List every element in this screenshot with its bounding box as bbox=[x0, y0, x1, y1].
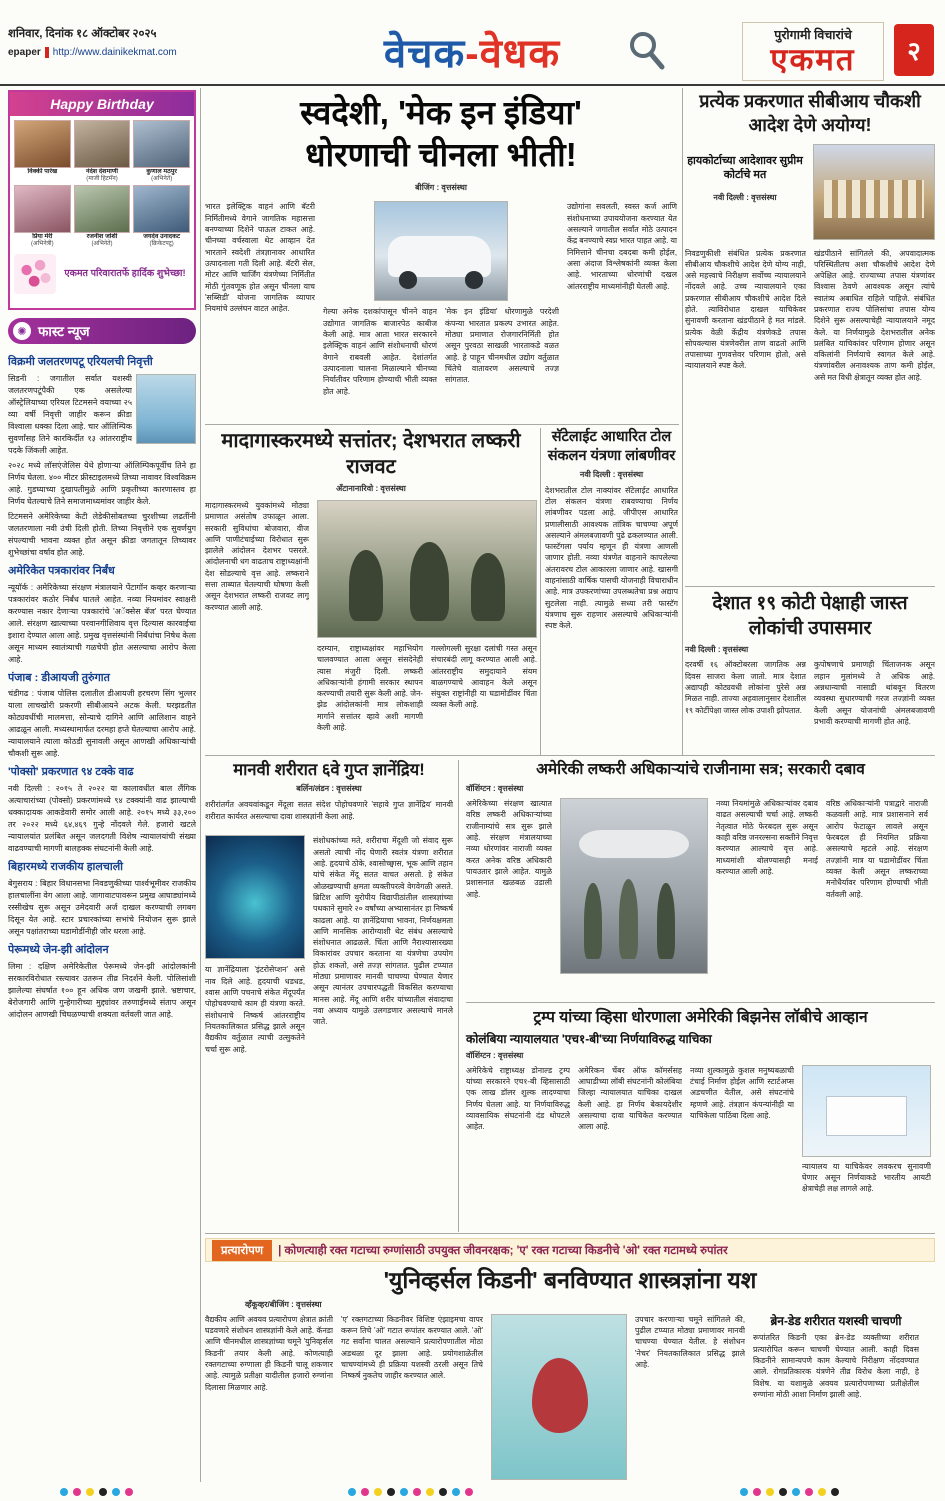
fast-news-paragraph: बेगुसराय : बिहार विधानसभा निवडणुकीच्या पार्श्वभूमीवर राजकीय हालचालींना वेग आला आहे. जागावाटपावरून प्रमुख आघाड्यांमध्ये रस्सीखेच सुरू असून उमेदवारी अर्ज दाखल करण्याची लगबग दिसून येत आहे. स्टार प्रचारकांच्या सभांचे नियोजन सुरू झाले असून पक्षांतराच्या घडामोडींनीही जोर धरला आहे. bbox=[8, 878, 196, 936]
article-byline: वॉशिंग्टन : वृत्तसंस्था bbox=[466, 784, 524, 794]
article-column: वरिष्ठ अधिकाऱ्यांनी पत्राद्वारे नाराजी कळवली आहे. मात्र प्रशासनाने सर्व आरोप फेटाळून लावले असून फेरबदल ही नियमित प्रक्रिया असल्याचे म्हटले आहे. संरक्षण तज्ज्ञांनी मात्र या घडामोडींवर चिंता व्यक्त केली असून लष्कराच्या मनोधैर्यावर परिणाम होण्याची भीती वर्तवली आहे. bbox=[826, 799, 928, 899]
banner-text: | कोणत्याही रक्त गटाच्या रुग्णांसाठी उपयुक्त जीवनरक्षक; 'ए' रक्त गटाच्या किडनीचे 'ओ' रक्त गटामध्ये रुपांतर bbox=[278, 1244, 728, 1257]
epaper-url[interactable]: http://www.dainikekmat.com bbox=[52, 47, 177, 58]
epaper-row bbox=[8, 47, 177, 58]
color-dot bbox=[73, 1488, 81, 1496]
registration-dots-center bbox=[348, 1488, 473, 1496]
color-dot bbox=[400, 1488, 408, 1496]
birthday-person-role: (अभिनेते) bbox=[91, 240, 113, 247]
page-number: २ bbox=[894, 24, 934, 76]
color-dot bbox=[792, 1488, 800, 1496]
date-line: शनिवार, दिनांक १८ ऑक्टोबर २०२५ bbox=[8, 28, 157, 40]
article-column: वैद्यकीय आणि अवयव प्रत्यारोपण क्षेत्रात क्रांती घडवणारे संशोधन शास्त्रज्ञांनी केले आहे. कॅनडा आणि चीनमधील शास्त्रज्ञांच्या चमूने 'युनिव्हर्सल किडनी' तयार केली आहे. कोणत्याही रक्तगटाच्या रुग्णाला ही किडनी चालू शकणार आहे. त्यामुळे प्रतीक्षा यादीतील हजारो रुग्णांना दिलासा मिळणार आहे. bbox=[205, 1314, 333, 1392]
article-swadeshi bbox=[205, 92, 677, 409]
article-byline: व्हँकूव्हर/बीजिंग : वृत्तसंस्था bbox=[245, 1299, 322, 1309]
masthead bbox=[322, 24, 622, 79]
birthday-photo bbox=[74, 185, 131, 233]
fast-news-paragraph: २०२८ मध्ये लॉसएंजेलिस येथे होणाऱ्या ऑलिम्पिकपूर्वीच तिने हा निर्णय घेतला. ४०० मीटर फ्रीस्टाइलमध्ये तिच्या नावावर विश्वविक्रम आहे. गुडघ्याच्या दुखापतीमुळे आणि प्रकृतीच्या कारणास्तव हा निर्णय घेतल्याचे तिने समाजमाध्यमांवर जाहीर केले. bbox=[8, 460, 196, 506]
color-dot bbox=[374, 1488, 382, 1496]
color-dot bbox=[387, 1488, 395, 1496]
fast-news-icon: ✺ bbox=[13, 322, 31, 340]
color-dot bbox=[60, 1488, 68, 1496]
article-byline: वॉशिंग्टन : वृत्तसंस्था bbox=[466, 1050, 524, 1060]
color-dot bbox=[753, 1488, 761, 1496]
article-column: मादागास्करमध्ये युवकांमध्ये मोठ्या प्रमाणात असंतोष उफाळून आला. सरकारी सुविधांचा बोजवारा, वीज आणि पाणीटंचाईच्या विरोधात सुरू झालेले आंदोलन देशभर पसरले. आंदोलनाची धग वाढताच राष्ट्राध्यक्षांनी देश सोडल्याचे वृत्त आहे. लष्कराने सत्ता ताब्यात घेतल्याची घोषणा केली असून देशभरात लष्करी राजवट लागू करण्यात आली आहे. bbox=[205, 501, 309, 612]
article-column: गल्लोगल्ली सुरक्षा दलांची गस्त असून संचारबंदी लागू करण्यात आली आहे. आंतरराष्ट्रीय समुदायाने संयम बाळगण्याचे आवाहन केले असून संयुक्त राष्ट्रांनीही या घडामोडींवर चिंता व्यक्त केली आहे. bbox=[431, 644, 537, 710]
swimmer-photo bbox=[136, 374, 196, 444]
article-column: गेल्या अनेक दशकांपासून चीनने वाहन उद्योगात जागतिक बाजारपेठ काबीज केली आहे. मात्र आता भारत सरकारने इलेक्ट्रिक वाहनं आणि संशोधनाची धोरणं वेगाने राबवली आहेत. देशांतर्गत उत्पादनाला चालना मिळाल्याने चीनच्या निर्यातीवर परिणाम होण्याची भीती व्यक्त होत आहे. bbox=[323, 307, 437, 396]
article-headline: धोरणाची चीनला भीती! bbox=[305, 136, 577, 174]
officer-shape bbox=[619, 879, 638, 959]
epaper-separator bbox=[45, 47, 49, 58]
fast-news-item bbox=[8, 672, 196, 761]
birthday-person-name: नंदेश देशमाणी bbox=[85, 168, 119, 175]
soldier-shape bbox=[349, 550, 384, 621]
search-icon bbox=[628, 30, 666, 70]
article-byline: बीजिंग : वृत्तसंस्था bbox=[415, 183, 467, 193]
article-kidney bbox=[205, 1266, 935, 1480]
article-column: उद्योगांना सवलती, स्वस्त कर्ज आणि संशोधनाच्या उपाययोजना करण्यात येत असल्याने जगातील सर्वांत मोठे उत्पादन केंद्र बनण्याचे स्वप्न भारत पाहत आहे. या निमित्ताने चीनचा दबदबा कमी होईल, असा अंदाज विश्लेषकांनी व्यक्त केला आहे. भारताच्या धोरणांची दखल आंतरराष्ट्रीय माध्यमांनीही घेतली आहे. bbox=[567, 202, 677, 291]
article-column: दरवर्षी १६ ऑक्टोबरला जागतिक अन्न दिवस साजरा केला जातो. मात्र देशात अद्यापही कोट्यवधी लोकांना पुरेसे अन्न मिळत नाही. ताज्या अहवालानुसार देशातील १९ कोटींपेक्षा जास्त लोक उपाशी झोपतात. bbox=[685, 660, 806, 715]
fast-news-paragraph: सिडनी : जगातील सर्वात यशस्वी जलतरणपटूंपैकी एक असलेल्या ऑस्ट्रेलियाच्या एरियल टिटमसने वयाच्या २५ व्या वर्षी निवृत्ती जाहीर करून क्रीडा विश्वाला धक्का दिला आहे. चार ऑलिम्पिक सुवर्णांसह तिने कारकिर्दीत १३ आंतरराष्ट्रीय पदके जिंकली आहेत. bbox=[8, 373, 132, 455]
brand-tagline: पुरोगामी विचारांचे bbox=[774, 28, 852, 42]
fast-news-paragraph: लिमा : दक्षिण अमेरिकेतील पेरूमध्ये जेन-झी आंदोलकांनी सरकारविरोधात रस्त्यावर उतरून तीव्र निदर्शने केली. पोलिसांशी झालेल्या संघर्षात १०० हून अधिक जण जखमी झाले. भ्रष्टाचार, बेरोजगारी आणि गुन्हेगारीच्या मुद्द्यांवर तरुणाईमध्ये संताप असून आंदोलन आणखी चिघळण्याची शक्यता वर्तवली जात आहे. bbox=[8, 961, 196, 1019]
birthday-photo bbox=[133, 120, 190, 168]
birthday-person bbox=[74, 120, 131, 182]
article-subhead: कोलंबिया न्यायालयात 'एच१-बी'च्या निर्णयाविरुद्ध याचिका bbox=[466, 1032, 712, 1047]
birthday-box bbox=[8, 90, 196, 310]
article-byline: अँटानानारिवो : वृत्तसंस्था bbox=[336, 484, 406, 493]
divider bbox=[200, 88, 201, 1482]
header-left bbox=[8, 26, 177, 58]
color-dot bbox=[766, 1488, 774, 1496]
fast-news-item bbox=[8, 944, 196, 1021]
officer-shape bbox=[657, 883, 675, 960]
article-column: दरम्यान, राष्ट्राध्यक्षांवर महाभियोग चालवण्यात आला असून संसदेनेही त्यास मंजुरी दिली. लष्करी अधिकाऱ्यांनी हंगामी सरकार स्थापन करण्याची तयारी सुरू केली आहे. जेन-झेड आंदोलकांनी मात्र लोकशाही मार्गाने सत्तांतर व्हावे अशी मागणी केली आहे. bbox=[317, 644, 423, 733]
birthday-person-name: रजनीश जोशी bbox=[86, 233, 118, 241]
article-column: भारत इलेक्ट्रिक वाहनं आणि बॅटरी निर्मितीमध्ये वेगाने जागतिक महासत्ता बनण्याच्या दिशेने पाऊल टाकत आहे. चीनच्या वर्चस्वाला थेट आव्हान देत भारताने स्वदेशी तंत्रज्ञानावर आधारित उत्पादनाला गती दिली आहे. बॅटरी सेल, मोटर आणि चार्जिंग यंत्रणेच्या निर्मितीत मोठी गुंतवणूक होत असून चीनला याच 'सब्सिडी' योजना जागतिक व्यापार नियमांचे उल्लंघन वाटत आहेत. bbox=[205, 202, 315, 314]
article-column: नव्या नियमांमुळे अधिकाऱ्यांवर दबाव वाढत असल्याची चर्चा आहे. लष्करी नेतृत्वात मोठे फेरबदल सुरू असून काही वरिष्ठ जनरल्सना सक्तीने निवृत्त करण्यात आल्याचे वृत्त आहे. माध्यमांशी बोलण्यासही मनाई करण्यात आली आहे. bbox=[716, 799, 818, 876]
transplant-banner bbox=[205, 1238, 935, 1262]
brain-photo bbox=[205, 835, 305, 959]
masthead-word-right: वेधक bbox=[479, 32, 561, 76]
birthday-wish: एकमत परिवारातर्फे हार्दिक शुभेच्छा! bbox=[64, 267, 186, 279]
birthday-person-role: (माजी हिटमॅन) bbox=[86, 175, 118, 182]
birthday-person-role: (क्रिकेटपटू) bbox=[149, 240, 174, 247]
fast-news-headline: अमेरिकेत पत्रकारांवर निर्बंध bbox=[8, 564, 115, 577]
fast-news-item bbox=[8, 861, 196, 938]
fast-news-header bbox=[8, 318, 196, 344]
epaper-label: epaper bbox=[8, 47, 41, 58]
color-dot bbox=[779, 1488, 787, 1496]
birthday-grid bbox=[10, 116, 194, 252]
article-toll bbox=[545, 428, 678, 723]
plane-shape bbox=[579, 830, 690, 858]
white-house-illustration bbox=[802, 1065, 931, 1157]
color-dot bbox=[413, 1488, 421, 1496]
brand-block bbox=[742, 22, 884, 81]
article-trump bbox=[466, 1008, 935, 1211]
divider bbox=[205, 755, 935, 756]
article-column: खंडपीठाने सांगितले की, अपवादात्मक परिस्थितीतच अशा चौकशीचे आदेश देणे अपेक्षित आहे. राज्याच्या तपास यंत्रणांवर विश्वास ठेवणे आवश्यक असून त्यांचे स्वातंत्र्य अबाधित राहिले पाहिजे. संबंधित प्रकरणात राज्य पोलिसांचा तपास योग्य दिशेने सुरू असल्याचेही न्यायालयाने नमूद केले. या निर्णयामुळे देशभरातील अनेक प्रलंबित याचिकांवर परिणाम होणार असून वकिलांनी निर्णयाचे स्वागत केले आहे. यंत्रणांवरील अनावश्यक ताण कमी होईल, असे मत विधी क्षेत्रातून व्यक्त होत आहे. bbox=[814, 248, 935, 382]
birthday-person-name: प्रिया मेरी bbox=[32, 233, 53, 241]
fast-news-paragraph: चंडीगढ : पंजाब पोलिस दलातील डीआयजी हरचरण सिंग भुल्लर याला लाचखोरी प्रकरणी सीबीआयने अटक केली. घरझडतीत कोट्यवधींची मालमत्ता, सोन्याचे दागिने आणि आलिशान वाहने आढळून आली. मध्यस्थामार्फत दरमहा हप्ते घेतल्याचा आरोप आहे. न्यायालयाने त्याला कोठडी सुनावली असून आणखी अधिकाऱ्यांची चौकशी सुरू आहे. bbox=[8, 689, 196, 759]
article-column: संशोधकांच्या मते, शरीराचा मेंदूशी जो संवाद सुरू असतो त्याची नोंद घेणारी स्वतंत्र यंत्रणा शरीरात आहे. हृदयाचे ठोके, श्वासोच्छ्वास, भूक आणि तहान यांचे संकेत मेंदू सतत वाचत असतो. हे संकेत ओळखण्याची क्षमता व्यक्तीपरत्वे वेगवेगळी असते. ब्रिटिश आणि युरोपीय विद्यापीठांतील शास्त्रज्ञांच्या पथकाने सुमारे २० वर्षांच्या अभ्यासानंतर हा निष्कर्ष काढला आहे. या ज्ञानेंद्रियाचा भावना, निर्णयक्षमता आणि मानसिक आरोग्याशी थेट संबंध असल्याचे संशोधनात आढळले. चिंता आणि नैराश्यासारख्या विकारांवर उपचार करताना या यंत्रणेचा उपयोग होऊ शकतो, असे तज्ज्ञ सांगतात. पुढील टप्प्यात मोठ्या प्रमाणावर मानवी चाचण्या घेण्यात येणार असून त्यानंतर उपचारपद्धती विकसित करण्याचा मानस आहे. मेंदू आणि शरीर यांच्यातील संवादाचा नवा अध्याय यामुळे उलगडणार असल्याचे मानले जाते. bbox=[313, 836, 453, 1027]
flowers-image bbox=[14, 254, 56, 294]
color-dot bbox=[818, 1488, 826, 1496]
birthday-person bbox=[133, 120, 190, 182]
electric-car-photo bbox=[374, 201, 508, 301]
article-headline: मानवी शरीरात ६वे गुप्त ज्ञानेंद्रिय! bbox=[233, 761, 425, 779]
birthday-person-name: जयदेव उनादकट bbox=[143, 233, 181, 241]
article-headline: अमेरिकी लष्करी अधिकाऱ्यांचे राजीनामा सत्र; सरकारी दबाव bbox=[536, 761, 865, 778]
birthday-photo bbox=[74, 120, 131, 168]
article-byline: नवी दिल्ली : वृत्तसंस्था bbox=[685, 645, 749, 655]
fast-news-paragraph: नवी दिल्ली : २०१५ ते २०२२ या कालावधीत बाल लैंगिक अत्याचारांच्या (पोक्सो) प्रकरणांमध्ये ९४ टक्क्यांनी वाढ झाल्याची धक्कादायक आकडेवारी समोर आली आहे. २०१५ मध्ये ३३,२०० तर २०२२ मध्ये ६४,४६९ गुन्हे नोंदवले गेले. हजारो खटले न्यायालयांत प्रलंबित असून जलदगती विशेष न्यायालयांची संख्या वाढवण्याची मागणी बालहक्क संघटनांनी केली आहे. bbox=[8, 784, 196, 853]
color-dot bbox=[348, 1488, 356, 1496]
color-dot bbox=[125, 1488, 133, 1496]
birthday-person-role: (अभिनेत्री) bbox=[31, 240, 54, 247]
birthday-person bbox=[14, 185, 71, 247]
article-byline: नवी दिल्ली : वृत्तसंस्था bbox=[713, 193, 777, 203]
fast-news-list bbox=[8, 350, 196, 1482]
fast-news-paragraph: टिटमसने अमेरिकेच्या केटी लेडेकीसोबतच्या चुरशीच्या लढतींनी जलतरणाला नवी उंची दिली होती. तिच्या निवृत्तीने एक सुवर्णयुग संपल्याची भावना व्यक्त होत असून क्रीडा जगतातून तिच्यावर शुभेच्छांचा वर्षाव होत आहे. bbox=[8, 511, 196, 557]
birthday-person-name: विक्की पारेख bbox=[27, 168, 58, 175]
color-dot bbox=[439, 1488, 447, 1496]
fast-news-title: फास्ट न्यूज bbox=[38, 324, 90, 339]
color-dot bbox=[740, 1488, 748, 1496]
article-headline: सॅटेलाईट आधारित टोल संकलन यंत्रणा लांबणीवर bbox=[547, 429, 676, 464]
soldier-shape bbox=[471, 553, 506, 621]
article-column: 'मेक इन इंडिया' धोरणामुळे परदेशी कंपन्या भारतात प्रकल्प उभारत आहेत. मोठ्या प्रमाणात रोजगारनिर्मिती होत असून पुरवठा साखळी भारताकडे वळत आहे. हे पाहून चीनमधील उद्योग वर्तुळात चिंतेचे वातावरण असल्याचे तज्ज्ञ सांगतात. bbox=[445, 307, 559, 385]
fast-news-item bbox=[8, 356, 196, 559]
birthday-person bbox=[14, 120, 71, 182]
birthday-person-role: (अभिनेते) bbox=[151, 175, 173, 182]
color-dot bbox=[831, 1488, 839, 1496]
divider bbox=[682, 88, 683, 755]
madagascar-soldiers-photo bbox=[317, 500, 537, 638]
fast-news-headline: पेरूमध्ये जेन-झी आंदोलन bbox=[8, 943, 109, 956]
article-byline: नवी दिल्ली : वृत्तसंस्था bbox=[579, 469, 644, 479]
fast-news-item bbox=[8, 766, 196, 855]
divider bbox=[205, 1233, 935, 1234]
article-headline: ट्रम्प यांच्या व्हिसा धोरणाला अमेरिकी बिझनेस लॉबीचे आव्हान bbox=[533, 1009, 868, 1026]
car-wheel-shape bbox=[399, 271, 417, 289]
article-column: देशभरातील टोल नाक्यांवर सॅटेलाईट आधारित टोल संकलन यंत्रणा राबवण्याचा निर्णय लांबणीवर पडला आहे. जीपीएस आधारित प्रणालीसाठी आवश्यक तांत्रिक चाचण्या अपूर्ण असल्याने अंमलबजावणी पुढे ढकलण्यात आली. फास्टॅगला पर्याय म्हणून ही यंत्रणा आणली जाणार होती. नव्या यंत्रणेत वाहनाने कापलेल्या अंतरावरच टोल आकारला जाणार आहे. खासगी वाहनांसाठी वार्षिक पासची योजनाही विचाराधीन आहे. मात्र उपकरणांच्या उपलब्धतेचा प्रश्न अद्याप सुटलेला नाही. त्यामुळे सध्या तरी फास्टॅग यंत्रणाच सुरू राहणार असल्याचे अधिकाऱ्यांनी स्पष्ट केले. bbox=[545, 485, 678, 631]
kidney-shape bbox=[532, 1358, 588, 1433]
supreme-court-photo bbox=[813, 144, 935, 240]
fast-news-headline: पंजाब : डीआयजी तुरुंगात bbox=[8, 671, 110, 684]
color-dot bbox=[99, 1488, 107, 1496]
article-column: उपचार करणाऱ्या चमूने सांगितले की, पुढील टप्प्यात मोठ्या प्रमाणावर मानवी चाचण्या घेण्यात येतील. हे संशोधन 'नेचर' नियतकालिकात प्रसिद्ध झाले आहे. bbox=[635, 1314, 745, 1370]
article-hunger bbox=[685, 592, 935, 747]
article-sense bbox=[205, 760, 453, 1231]
car-wheel-shape bbox=[465, 271, 483, 289]
color-dot bbox=[805, 1488, 813, 1496]
color-dot bbox=[112, 1488, 120, 1496]
article-intro: शरीरांतर्गत अवयवांकडून मेंदूला सतत संदेश पोहोचवणारे 'सहावे गुप्त ज्ञानेंद्रिय' मानवी शरीरात कार्यरत असल्याचा दावा शास्त्रज्ञांनी केला आहे. bbox=[205, 800, 453, 821]
header-rule bbox=[0, 84, 945, 86]
divider bbox=[458, 760, 459, 1232]
white-house-shape bbox=[826, 1096, 907, 1136]
article-column: न्यायालय या याचिकेवर लवकरच सुनावणी घेणार असून निर्णयाकडे भारतीय आयटी क्षेत्राचेही लक्ष लागले आहे. bbox=[802, 1161, 931, 1194]
officer-shape bbox=[584, 883, 602, 960]
brand-name: एकमत bbox=[770, 42, 856, 77]
fast-news-headline: विक्रमी जलतरणपटू एरियलची निवृत्ती bbox=[8, 356, 153, 368]
article-column: अमेरिकेचे राष्ट्राध्यक्ष डोनाल्ड ट्रम्प यांच्या सरकारने एच१-बी व्हिसासाठी एक लाख डॉलर शुल्क लादण्याचा निर्णय घेतला आहे. या निर्णयाविरुद्ध व्यावसायिक संघटनांनी दंड थोपटले आहेत. bbox=[466, 1065, 570, 1132]
birthday-person bbox=[74, 185, 131, 247]
article-usmil bbox=[466, 760, 935, 974]
birthday-photo bbox=[14, 185, 71, 233]
fast-news-headline: बिहारमध्ये राजकीय हालचाली bbox=[8, 861, 124, 873]
article-headline: 'युनिव्हर्सल किडनी' बनविण्यात शास्त्रज्ञांना यश bbox=[383, 1267, 757, 1293]
article-subhead: हायकोर्टाच्या आदेशावर सुप्रीम कोर्टाचे मत bbox=[687, 154, 803, 181]
fast-news-headline: 'पोक्सो' प्रकरणात ९४ टक्के वाढ bbox=[8, 766, 134, 779]
article-column: निवडणुकीशी संबंधित प्रत्येक प्रकरणात सीबीआय चौकशीचे आदेश देणे योग्य नाही, असे महत्त्वाचे निरीक्षण सर्वोच्च न्यायालयाने नोंदवले आहे. उच्च न्यायालयाने एका प्रकरणात सीबीआय चौकशीचे आदेश दिले होते. त्याविरोधात दाखल याचिकेवर सुनावणी करताना खंडपीठाने हे मत मांडले. प्रत्येक वेळी केंद्रीय यंत्रणेकडे तपास सोपवल्यास यंत्रणेवरील ताण वाढतो आणि तपासाच्या गुणवत्तेवर परिणाम होतो, असे न्यायालयाने स्पष्ट केले. bbox=[685, 248, 806, 371]
birthday-person bbox=[133, 185, 190, 247]
article-column: नव्या शुल्कामुळे कुशल मनुष्यबळाची टंचाई निर्माण होईल आणि स्टार्टअप्स अडचणीत येतील, असे संघटनांचे म्हणणे आहे. तंत्रज्ञान कंपन्यांनीही या याचिकेला पाठिंबा दिला आहे. bbox=[690, 1065, 794, 1120]
court-facade-shape bbox=[824, 180, 925, 218]
divider bbox=[466, 1002, 935, 1003]
article-headline: स्वदेशी, 'मेक इन इंडिया' bbox=[300, 94, 582, 131]
article-column: या ज्ञानेंद्रियाला 'इंटरोसेप्शन' असे नाव दिले आहे. हृदयाची धडधड, श्वास आणि पचनाचे संकेत मेंदूपर्यंत पोहोचवण्याचे काम ही यंत्रणा करते. संशोधनाचे निष्कर्ष आंतरराष्ट्रीय नियतकालिकात प्रसिद्ध झाले असून वैद्यकीय वर्तुळात त्याची उत्सुकतेने चर्चा सुरू आहे. bbox=[205, 965, 305, 1054]
article-column: अमेरिकन चेंबर ऑफ कॉमर्ससह आघाडीच्या लॉबी संघटनांनी कोलंबिया जिल्हा न्यायालयात याचिका दाखल केली आहे. हा निर्णय बेकायदेशीर असल्याचा दावा याचिकेत करण्यात आला आहे. bbox=[578, 1065, 682, 1132]
soldier-shape bbox=[410, 542, 449, 621]
masthead-dash: - bbox=[465, 32, 480, 76]
fast-news-paragraph: न्यूयॉर्क : अमेरिकेच्या संरक्षण मंत्रालयाने पेंटागॉन कव्हर करणाऱ्या पत्रकारांवर कठोर निर्बंध घातले आहेत. नव्या नियमांवर स्वाक्षरी करण्यास नकार देणाऱ्या पत्रकारांचे 'अॅक्सेस बॅज' परत घेण्यात आले. संरक्षण खात्याच्या परवानगीशिवाय वृत्त दिल्यास कारवाईचा इशारा देण्यात आला आहे. प्रमुख वृत्तसंस्थांनी निर्बंधांचा निषेध केला असून माध्यम स्वातंत्र्याची गळचेपी होत असल्याचा आरोप केला आहे. bbox=[8, 582, 196, 664]
article-headline: मादागास्करमध्ये सत्तांतर; देशभरात लष्करी राजवट bbox=[221, 430, 521, 478]
registration-dots-left bbox=[60, 1488, 133, 1496]
registration-dots-right bbox=[740, 1488, 839, 1496]
divider bbox=[205, 424, 679, 425]
article-headline: प्रत्येक प्रकरणात सीबीआय चौकशी आदेश देणे अयोग्य! bbox=[699, 91, 921, 135]
article-column: 'ए' रक्तगटाच्या किडनीवर विशिष्ट एंझाइमचा वापर करून तिचे 'ओ' गटात रूपांतर करण्यात आले. 'ओ' गट सर्वांना चालत असल्याने प्रत्यारोपणातील मोठा अडथळा दूर झाला आहे. प्रयोगशाळेतील चाचण्यांमध्ये ही प्रक्रिया यशस्वी ठरली असून तिचे निष्कर्ष नुकतेच जाहीर करण्यात आले. bbox=[341, 1314, 483, 1381]
color-dot bbox=[452, 1488, 460, 1496]
article-cbi bbox=[685, 90, 935, 574]
divider bbox=[540, 428, 541, 755]
article-column: कुपोषणाचे प्रमाणही चिंताजनक असून लहान मुलांमध्ये ते अधिक आहे. अन्नधान्याची नासाडी थांबवून वितरण व्यवस्था सुधारण्याची गरज तज्ज्ञांनी व्यक्त केली असून योजनांची अंमलबजावणी प्रभावी करण्याची मागणी होत आहे. bbox=[814, 660, 935, 726]
birthday-photo bbox=[14, 120, 71, 168]
article-byline: बर्लिन/लंडन : वृत्तसंस्था bbox=[296, 784, 362, 794]
article-column: अमेरिकेच्या संरक्षण खात्यात वरिष्ठ लष्करी अधिकाऱ्यांच्या राजीनाम्यांचे सत्र सुरू झाले आहे. संरक्षण मंत्रालयाच्या नव्या धोरणांवर नाराजी व्यक्त करत अनेक वरिष्ठ अधिकारी पायउतार झाले आहेत. यामुळे प्रशासनात खळबळ उडाली आहे. bbox=[466, 799, 552, 899]
article-column: रूपांतरित किडनी एका ब्रेन-डेड व्यक्तीच्या शरीरात प्रत्यारोपित करून चाचणी घेण्यात आली. काही दिवस किडनीने सामान्यपणे काम केल्याचे निरीक्षण नोंदवण्यात आले. रोगप्रतिकारक यंत्रणेने तीव्र विरोध केला नाही, हे विशेष. या यशामुळे अवयव प्रत्यारोपणाच्या प्रतीक्षेतील रुग्णांना मोठी आशा निर्माण झाली आहे. bbox=[753, 1333, 919, 1399]
masthead-word-left: वेचक bbox=[383, 32, 466, 76]
braindead-subhead: ब्रेन-डेड शरीरात यशस्वी चाचणी bbox=[770, 1313, 902, 1328]
birthday-title: Happy Birthday bbox=[10, 92, 194, 116]
color-dot bbox=[86, 1488, 94, 1496]
divider bbox=[685, 586, 935, 587]
birthday-person-name: कुणाल मठपुर bbox=[146, 168, 177, 175]
article-headline: देशात १९ कोटी पेक्षाही जास्त लोकांची उपासमार bbox=[712, 593, 908, 639]
banner-label: प्रत्यारोपण bbox=[212, 1240, 272, 1261]
color-dot bbox=[465, 1488, 473, 1496]
kidney-photo bbox=[491, 1314, 627, 1480]
fast-news-item bbox=[8, 565, 196, 666]
us-military-photo bbox=[560, 798, 708, 974]
color-dot bbox=[426, 1488, 434, 1496]
color-dot bbox=[361, 1488, 369, 1496]
article-madagascar bbox=[205, 428, 537, 750]
birthday-photo bbox=[133, 185, 190, 233]
